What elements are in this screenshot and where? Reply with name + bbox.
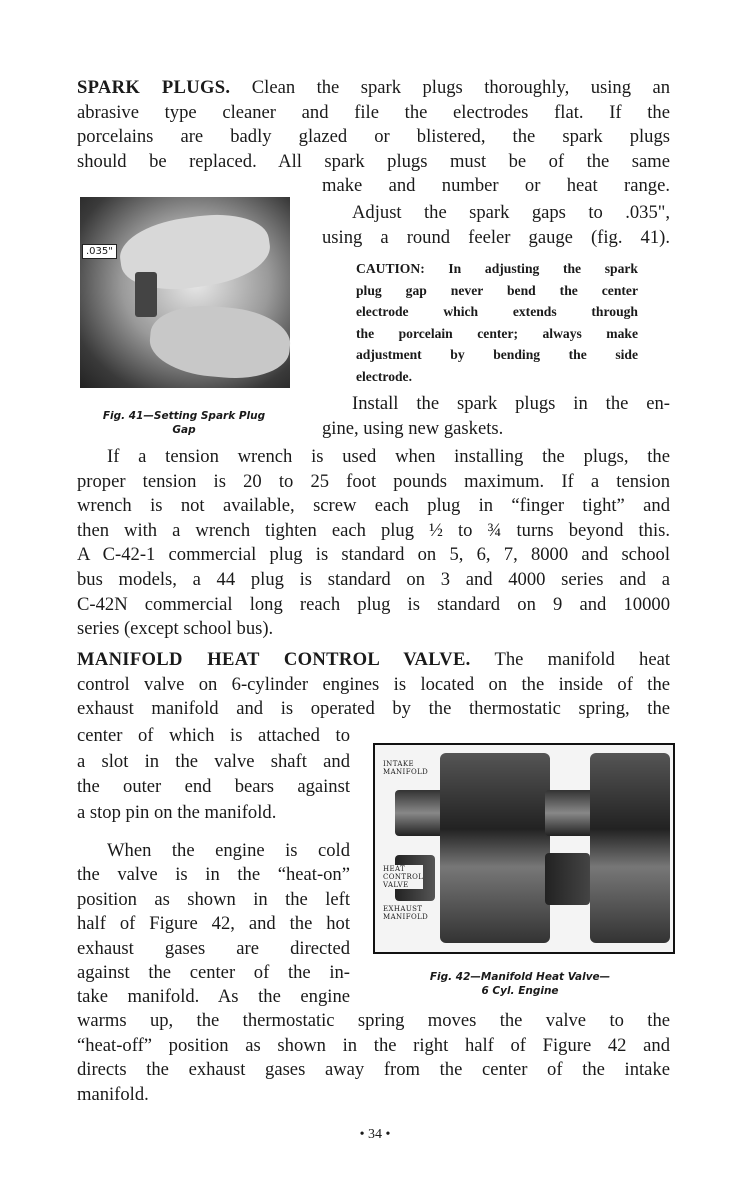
caption-line: Gap: [172, 424, 196, 436]
text-line: A C-42-1 commercial plug is standard on 5, 6, 7, 8000 and school: [77, 544, 670, 566]
text-line: gine, using new gaskets.: [322, 417, 504, 439]
text-line: electrode which extends through: [356, 304, 638, 320]
text-line: If a tension wrench is used when installing the plugs, the: [107, 446, 670, 467]
text-line: a slot in the valve shaft and: [77, 750, 350, 772]
install-paragraph: [322, 392, 670, 441]
text-line: directs the exhaust gases away from the center of the intake: [77, 1059, 670, 1081]
text-line: “heat-off” position as shown in the right half of Figure 42 and: [77, 1034, 670, 1056]
text-line: C-42N commercial long reach plug is standard on 9 and 10000: [77, 593, 670, 615]
text-line: exhaust gases are directed: [77, 937, 350, 959]
text-line: plug gap never bend the center: [356, 282, 638, 298]
figure-41-photo: [80, 197, 290, 388]
text-line: position as shown in the left: [77, 888, 350, 910]
text-line: a stop pin on the manifold.: [77, 801, 277, 823]
text-line: adjustment by bending the side: [356, 347, 638, 363]
text-line: the outer end bears against: [77, 776, 350, 798]
manifold-column-1: [77, 723, 350, 825]
adjust-paragraph: [322, 201, 670, 250]
text-line: Adjust the spark gaps to .035",: [352, 202, 670, 223]
text-line: electrode.: [356, 368, 412, 384]
text-line: SPARK PLUGS. Clean the spark plugs thoroughly, using an: [77, 77, 670, 98]
text-line: Install the spark plugs in the en-: [352, 393, 670, 414]
label-heat-control-valve: HEAT CONTROL VALVE: [383, 865, 424, 889]
text-line: series (except school bus).: [77, 618, 274, 640]
text-line: control valve on 6-cylinder engines is located on the inside of the: [77, 673, 670, 695]
text-line: against the center of the in-: [77, 962, 350, 984]
exhaust-pipe-right: [545, 853, 590, 905]
intake-pipe-left: [395, 790, 445, 836]
text-line: When the engine is cold: [107, 840, 350, 861]
text-line: should be replaced. All spark plugs must be of the same: [77, 150, 670, 172]
caption-line: 6 Cyl. Engine: [481, 985, 559, 997]
engine-cutaway-left: [440, 753, 550, 943]
text-line: porcelains are badly glazed or blistered, the spark plugs: [77, 126, 670, 148]
hand-shape: [147, 301, 293, 383]
manifold-intro: [77, 648, 670, 722]
manifold-conclusion: [77, 1009, 670, 1107]
text-line: bus models, a 44 plug is standard on 3 and 4000 series and a: [77, 568, 670, 590]
manifold-column-2: [77, 839, 350, 1010]
engine-cutaway-right: [590, 753, 670, 943]
text-line: then with a wrench tighten each plug ½ to ¾ turns beyond this.: [77, 519, 670, 541]
page-number: • 34 •: [359, 1127, 391, 1142]
section-heading-manifold: MANIFOLD HEAT CONTROL VALVE.: [77, 649, 471, 670]
text-line: center of which is attached to: [77, 725, 350, 746]
label-exhaust-manifold: EXHAUST MANIFOLD: [383, 905, 435, 921]
caption-line: Fig. 41—Setting Spark Plug: [102, 410, 266, 422]
tension-paragraph: [77, 445, 670, 642]
text-line: half of Figure 42, and the hot: [77, 913, 350, 935]
label-intake-manifold: INTAKE MANIFOLD: [383, 760, 429, 776]
text-line: CAUTION: In adjusting the spark: [356, 261, 638, 276]
intake-pipe-right: [545, 790, 595, 836]
figure-42-diagram: [373, 743, 675, 954]
text-line: proper tension is 20 to 25 foot pounds maximum. If a tension: [77, 470, 670, 492]
spark-plug-shape: [135, 272, 157, 317]
caution-note: [356, 258, 638, 388]
text-line: abrasive type cleaner and file the electrodes flat. If the: [77, 101, 670, 123]
section-heading-spark-plugs: SPARK PLUGS.: [77, 77, 231, 98]
text-line: warms up, the thermostatic spring moves the valve to the: [77, 1010, 670, 1031]
caption-line: Fig. 42—Manifold Heat Valve—: [429, 971, 611, 983]
text-line: make and number or heat range.: [322, 175, 670, 197]
text-line: take manifold. As the engine: [77, 986, 350, 1008]
text-line: the porcelain center; always make: [356, 325, 638, 341]
text-line: the valve is in the “heat-on”: [77, 864, 350, 886]
text-line: using a round feeler gauge (fig. 41).: [322, 226, 670, 248]
figure-41-caption: [74, 409, 294, 437]
text-line: exhaust manifold and is operated by the thermostatic spring, the: [77, 698, 670, 720]
text-line: MANIFOLD HEAT CONTROL VALVE. The manifold heat: [77, 649, 670, 670]
figure-42-caption: [395, 970, 645, 998]
spark-plugs-intro: [77, 76, 670, 199]
text-line: wrench is not available, screw each plug in “finger tight” and: [77, 495, 670, 517]
gap-label: .035": [82, 244, 117, 259]
text-line: manifold.: [77, 1083, 149, 1105]
